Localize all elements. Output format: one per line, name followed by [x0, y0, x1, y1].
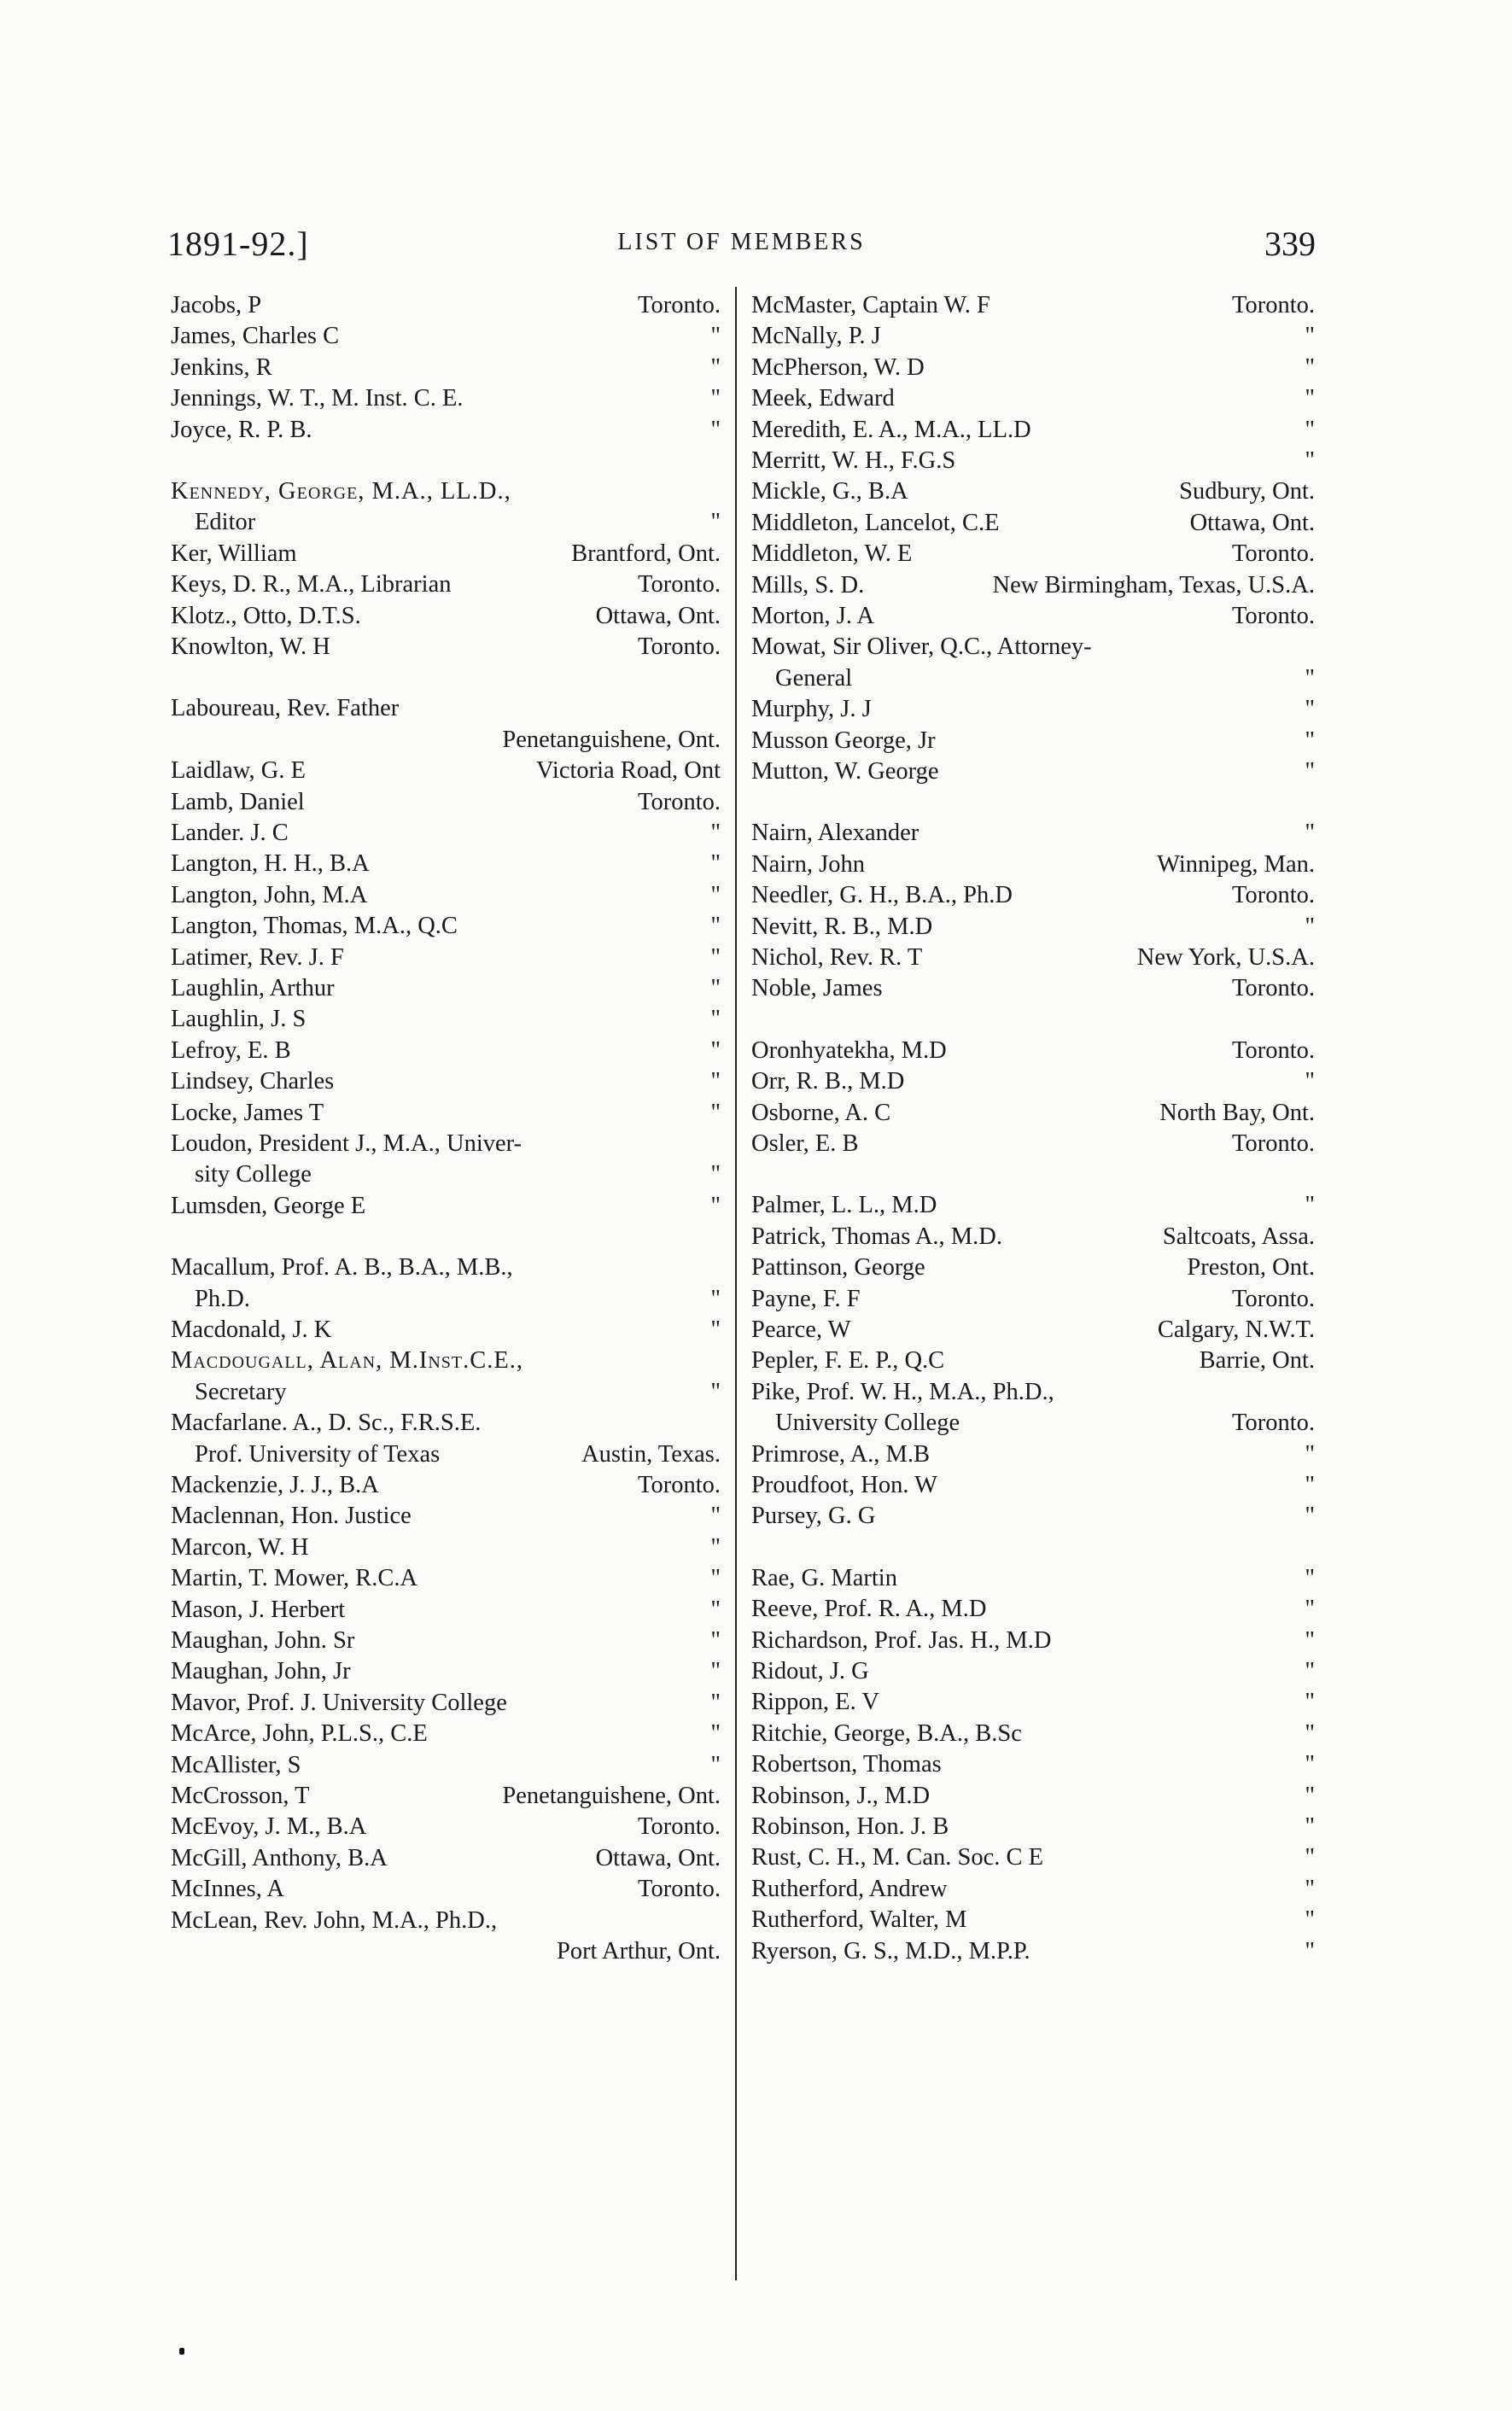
member-name: Patrick, Thomas A., M.D. — [751, 1223, 1002, 1250]
member-name: Pike, Prof. W. H., M.A., Ph.D., — [751, 1378, 1054, 1405]
member-entry — [171, 632, 721, 663]
member-location: " — [1305, 1689, 1315, 1716]
member-entry — [751, 1719, 1315, 1749]
member-entry — [171, 1346, 721, 1376]
member-name: Morton, J. A — [751, 603, 875, 629]
member-name: Knowlton, W. H — [171, 633, 330, 660]
member-entry — [171, 383, 721, 414]
member-name: McPherson, W. D — [751, 353, 925, 381]
member-location: " — [1305, 447, 1315, 474]
member-name: Macdonald, J. K — [171, 1316, 332, 1343]
member-entry — [171, 818, 721, 849]
member-location: " — [710, 1285, 721, 1312]
member-entry — [751, 1842, 1315, 1873]
member-name: Ryerson, G. S., M.D., M.P.P. — [751, 1937, 1030, 1964]
member-location: " — [1305, 1906, 1315, 1934]
member-entry — [171, 1501, 721, 1532]
member-entry — [751, 1936, 1315, 1967]
member-location: Toronto. — [1232, 540, 1315, 568]
member-location: " — [1305, 1719, 1315, 1747]
member-name: Keys, D. R., M.A., Librarian — [171, 571, 452, 598]
member-location: Ottawa, Ont. — [595, 1844, 721, 1871]
member-entry — [751, 1874, 1315, 1905]
member-location: " — [710, 1378, 721, 1405]
member-location: Sudbury, Ont. — [1179, 478, 1315, 505]
member-name: Laboureau, Rev. Father — [171, 695, 400, 722]
member-name: Mason, J. Herbert — [171, 1596, 346, 1623]
member-location: " — [1305, 1564, 1315, 1591]
member-location: " — [1305, 1626, 1315, 1654]
member-entry — [751, 1252, 1315, 1283]
member-name: Needler, G. H., B.A., Ph.D — [751, 882, 1013, 909]
member-entry — [171, 1688, 721, 1719]
member-location: " — [710, 1596, 721, 1623]
member-name: Rippon, E. V — [751, 1689, 879, 1716]
member-location: " — [710, 1503, 721, 1530]
member-location: " — [1305, 1751, 1315, 1778]
member-entry — [751, 570, 1315, 601]
member-name: Meek, Edward — [751, 385, 895, 412]
member-location: " — [710, 1533, 721, 1561]
member-location: Toronto. — [1232, 292, 1315, 318]
member-name: McMaster, Captain W. F — [751, 292, 990, 318]
member-name: Latimer, Rev. J. F — [171, 943, 344, 971]
member-entry — [751, 973, 1315, 1004]
member-name: Editor — [195, 509, 256, 536]
member-name: Ritchie, George, B.A., B.Sc — [751, 1719, 1022, 1747]
member-entry — [751, 1563, 1315, 1594]
member-location: " — [710, 1068, 721, 1095]
member-entry — [171, 693, 721, 724]
member-location: " — [1305, 1782, 1315, 1809]
member-name: Lander. J. C — [171, 820, 289, 846]
member-location: " — [710, 1036, 721, 1064]
member-name: Nairn, Alexander — [751, 820, 919, 847]
member-entry — [171, 787, 721, 818]
member-location: " — [1305, 1596, 1315, 1623]
member-name: Pursey, G. G — [751, 1503, 876, 1530]
member-location: " — [1305, 1192, 1315, 1219]
member-entry — [171, 1191, 721, 1222]
member-name: Mutton, W. George — [751, 758, 939, 785]
member-entry — [171, 539, 721, 569]
member-location: " — [1305, 1844, 1315, 1871]
member-entry — [751, 694, 1315, 725]
member-location: Brantford, Ont. — [571, 540, 721, 567]
member-location: " — [1305, 385, 1315, 412]
member-entry — [171, 1812, 721, 1842]
member-location: " — [710, 323, 721, 350]
member-name: Lamb, Daniel — [171, 788, 305, 815]
member-entry — [171, 1315, 721, 1346]
member-entry — [171, 1159, 721, 1190]
member-entry — [171, 569, 721, 600]
member-name: Robinson, Hon. J. B — [751, 1813, 949, 1840]
member-name: Orr, R. B., M.D — [751, 1068, 905, 1095]
member-entry — [171, 601, 721, 632]
member-entry — [751, 321, 1315, 352]
member-entry — [751, 1656, 1315, 1687]
member-entry — [171, 1036, 721, 1066]
header-years: 1891-92.] — [167, 225, 309, 263]
member-name: Mowat, Sir Oliver, Q.C., Attorney- — [751, 633, 1092, 661]
member-location: " — [710, 1627, 721, 1654]
member-location: " — [710, 943, 721, 971]
column-divider — [735, 287, 737, 2280]
member-name: Reeve, Prof. R. A., M.D — [751, 1596, 987, 1623]
member-name: Middleton, W. E — [751, 540, 913, 568]
member-name: Meredith, E. A., M.A., LL.D — [751, 416, 1031, 443]
member-entry — [751, 1470, 1315, 1501]
member-name: Pattinson, George — [751, 1254, 925, 1281]
member-entry — [171, 1563, 721, 1594]
member-entry — [171, 321, 721, 352]
member-name: Payne, F. F — [751, 1285, 861, 1312]
member-entry — [171, 1656, 721, 1687]
member-location: " — [710, 881, 721, 908]
member-entry — [751, 726, 1315, 756]
member-location: New Birmingham, Texas, U.S.A. — [992, 571, 1315, 598]
member-entry — [751, 290, 1315, 321]
member-name: Mackenzie, J. J., B.A — [171, 1472, 379, 1498]
member-entry — [751, 1377, 1315, 1408]
member-entry — [171, 1284, 721, 1315]
member-location: Winnipeg, Man. — [1157, 850, 1315, 878]
member-name: Nevitt, R. B., M.D — [751, 913, 933, 940]
member-entry — [171, 507, 721, 538]
member-entry — [171, 1252, 721, 1283]
member-name: Richardson, Prof. Jas. H., M.D — [751, 1626, 1052, 1654]
member-name: Musson George, Jr — [751, 727, 936, 754]
member-location: Toronto. — [638, 1472, 721, 1498]
member-name: McGill, Anthony, B.A — [171, 1844, 388, 1871]
member-name: Pepler, F. E. P., Q.C — [751, 1347, 945, 1375]
member-name: Langton, Thomas, M.A., Q.C — [171, 913, 458, 940]
member-entry — [751, 1346, 1315, 1376]
member-entry — [171, 290, 721, 321]
member-entry — [751, 880, 1315, 911]
member-location: " — [710, 913, 721, 940]
member-location: " — [1305, 1068, 1315, 1095]
member-entry — [171, 1750, 721, 1781]
member-entry — [751, 1626, 1315, 1656]
member-location: " — [1305, 1875, 1315, 1902]
member-location: " — [710, 416, 721, 443]
member-name: James, Charles C — [171, 323, 340, 350]
member-name: Nairn, John — [751, 850, 865, 878]
member-name: Robinson, J., M.D — [751, 1782, 931, 1809]
member-entry — [171, 1532, 721, 1563]
member-location: Toronto. — [638, 292, 721, 318]
member-name: McNally, P. J — [751, 323, 881, 350]
member-name: General — [775, 664, 853, 692]
member-entry — [751, 415, 1315, 446]
member-entry — [751, 1501, 1315, 1532]
member-entry — [751, 1190, 1315, 1221]
member-entry — [171, 1066, 721, 1097]
member-location: Port Arthur, Ont. — [556, 1938, 721, 1964]
member-name: Secretary — [195, 1378, 287, 1405]
member-name: Langton, John, M.A — [171, 881, 368, 908]
member-entry — [751, 849, 1315, 880]
member-location: Toronto. — [1232, 1130, 1315, 1157]
member-entry — [751, 1439, 1315, 1470]
member-entry — [751, 353, 1315, 383]
member-location: " — [1305, 664, 1315, 692]
member-location: " — [710, 1565, 721, 1592]
member-entry — [751, 1781, 1315, 1812]
member-entry — [171, 1129, 721, 1159]
member-name: Osborne, A. C — [751, 1099, 891, 1126]
member-location: " — [710, 1161, 721, 1188]
member-name: Ridout, J. G — [751, 1658, 869, 1684]
member-location: " — [1305, 416, 1315, 443]
member-entry — [171, 943, 721, 973]
member-entry — [751, 446, 1315, 476]
member-entry — [171, 353, 721, 383]
member-location: " — [710, 1099, 721, 1126]
member-name: sity College — [195, 1161, 312, 1188]
member-name: McLean, Rev. John, M.A., Ph.D., — [171, 1906, 498, 1934]
member-entry — [751, 1129, 1315, 1159]
member-entry — [751, 1315, 1315, 1346]
member-location: " — [710, 1751, 721, 1778]
member-entry — [171, 849, 721, 879]
member-entry — [171, 415, 721, 446]
member-entry — [751, 1408, 1315, 1439]
member-entry — [751, 756, 1315, 787]
member-entry — [751, 1749, 1315, 1780]
member-name: Jenkins, R — [171, 353, 272, 381]
member-location: Barrie, Ont. — [1199, 1347, 1315, 1375]
member-location: Toronto. — [638, 633, 721, 660]
member-location: Preston, Ont. — [1187, 1254, 1315, 1281]
member-location: " — [1305, 820, 1315, 847]
member-location: " — [710, 1316, 721, 1343]
member-name: Macdougall, Alan, M.Inst.C.E., — [171, 1347, 524, 1375]
member-name: Rae, G. Martin — [751, 1564, 897, 1591]
member-name: McEvoy, J. M., B.A — [171, 1813, 367, 1841]
member-entry — [171, 1377, 721, 1408]
member-name: McCrosson, T — [171, 1783, 310, 1809]
member-entry — [171, 911, 721, 942]
member-entry — [751, 1284, 1315, 1315]
member-location: Penetanguishene, Ont. — [502, 1783, 721, 1809]
member-entry — [751, 539, 1315, 569]
member-name: Maughan, John, Jr — [171, 1658, 351, 1685]
member-location: Victoria Road, Ont — [536, 757, 721, 785]
member-entry — [751, 818, 1315, 849]
member-location: " — [710, 1658, 721, 1685]
member-name: Nichol, Rev. R. T — [751, 944, 923, 971]
member-entry — [751, 1222, 1315, 1252]
member-name: Maclennan, Hon. Justice — [171, 1503, 412, 1530]
running-header — [167, 224, 1316, 266]
member-entry — [171, 880, 721, 911]
member-name: Ph.D. — [195, 1285, 250, 1312]
member-location: New York, U.S.A. — [1136, 944, 1315, 971]
member-location: " — [710, 353, 721, 381]
member-location: Saltcoats, Assa. — [1162, 1223, 1315, 1250]
member-name: Murphy, J. J — [751, 696, 872, 723]
member-location: Toronto. — [638, 1813, 721, 1841]
member-location: " — [710, 509, 721, 536]
member-name: Ker, William — [171, 540, 297, 567]
member-location: Ottawa, Ont. — [595, 602, 721, 629]
member-name: Macfarlane. A., D. Sc., F.R.S.E. — [171, 1410, 482, 1437]
member-name: Langton, H. H., B.A — [171, 850, 370, 878]
member-entry — [171, 476, 721, 507]
member-location: North Bay, Ont. — [1159, 1099, 1315, 1126]
member-entry — [171, 725, 721, 756]
member-name: Prof. University of Texas — [195, 1440, 441, 1468]
member-location: Calgary, N.W.T. — [1157, 1316, 1315, 1343]
member-name: Locke, James T — [171, 1099, 324, 1126]
member-name: McInnes, A — [171, 1876, 284, 1903]
member-entry — [751, 383, 1315, 414]
member-name: Palmer, L. L., M.D — [751, 1192, 937, 1219]
member-location: " — [710, 1720, 721, 1748]
member-name: Laidlaw, G. E — [171, 757, 306, 785]
member-entry — [171, 1874, 721, 1905]
member-name: Middleton, Lancelot, C.E — [751, 509, 1000, 536]
member-name: Robertson, Thomas — [751, 1751, 942, 1778]
member-entry — [751, 943, 1315, 973]
member-name: Noble, James — [751, 975, 883, 1002]
member-entry — [751, 912, 1315, 943]
member-location: Toronto. — [1232, 975, 1315, 1002]
member-name: Marcon, W. H — [171, 1533, 309, 1561]
member-entry — [171, 973, 721, 1004]
member-name: Lumsden, George E — [171, 1192, 366, 1219]
member-location: " — [710, 1689, 721, 1716]
member-entry — [171, 1470, 721, 1501]
member-name: Lindsey, Charles — [171, 1068, 335, 1095]
member-name: Jacobs, P — [171, 292, 262, 318]
member-entry — [171, 1906, 721, 1936]
member-location: Toronto. — [1232, 1285, 1315, 1312]
member-entry — [751, 508, 1315, 539]
member-name: Macallum, Prof. A. B., B.A., M.B., — [171, 1254, 513, 1281]
member-location: " — [1305, 353, 1315, 381]
member-name: Kennedy, George, M.A., LL.D., — [171, 478, 511, 505]
member-location: " — [1305, 1813, 1315, 1840]
member-location: " — [710, 850, 721, 878]
member-entry — [751, 1098, 1315, 1129]
member-name: Laughlin, Arthur — [171, 975, 335, 1001]
member-location: " — [710, 1192, 721, 1219]
member-name: Rutherford, Walter, M — [751, 1906, 967, 1934]
member-name: University College — [775, 1410, 960, 1437]
member-entry — [171, 1439, 721, 1470]
member-name: Proudfoot, Hon. W — [751, 1472, 937, 1498]
member-entry — [171, 1595, 721, 1626]
member-location: " — [1305, 1472, 1315, 1498]
member-entry — [171, 756, 721, 786]
member-location: " — [1305, 727, 1315, 754]
member-location: Austin, Texas. — [581, 1440, 721, 1468]
member-location: " — [1305, 1440, 1315, 1468]
member-entry — [171, 1936, 721, 1967]
member-name: Jennings, W. T., M. Inst. C. E. — [171, 385, 464, 412]
member-entry — [751, 1812, 1315, 1842]
member-location: Toronto. — [638, 1876, 721, 1903]
member-entry — [751, 1066, 1315, 1097]
member-entry — [751, 1905, 1315, 1935]
member-name: Klotz., Otto, D.T.S. — [171, 602, 361, 629]
member-name: Merritt, W. H., F.G.S — [751, 447, 956, 474]
member-entry — [171, 1719, 721, 1749]
member-entry — [171, 1626, 721, 1656]
member-location: Toronto. — [1232, 603, 1315, 629]
member-name: Mavor, Prof. J. University College — [171, 1689, 507, 1716]
member-entry — [171, 1843, 721, 1874]
member-location: Toronto. — [1232, 1410, 1315, 1437]
member-name: Rust, C. H., M. Can. Soc. C E — [751, 1844, 1044, 1871]
member-entry — [171, 1408, 721, 1439]
member-name: Mills, S. D. — [751, 571, 865, 598]
member-location: " — [1305, 696, 1315, 723]
member-name: Laughlin, J. S — [171, 1006, 306, 1033]
member-name: Joyce, R. P. B. — [171, 416, 312, 443]
member-location: " — [1305, 1937, 1315, 1964]
member-entry — [171, 1781, 721, 1812]
member-location: " — [1305, 913, 1315, 940]
header-title: LIST OF MEMBERS — [617, 229, 866, 255]
member-name: McArce, John, P.L.S., C.E — [171, 1720, 428, 1748]
member-location: Toronto. — [638, 571, 721, 598]
member-location: " — [710, 1006, 721, 1033]
member-entry — [751, 632, 1315, 663]
member-entry — [171, 1004, 721, 1035]
member-location: " — [1305, 1658, 1315, 1684]
member-name: Martin, T. Mower, R.C.A — [171, 1565, 418, 1592]
member-entry — [751, 1036, 1315, 1066]
member-entry — [751, 1687, 1315, 1718]
member-location: Ottawa, Ont. — [1189, 509, 1315, 536]
member-location: Penetanguishene, Ont. — [502, 726, 721, 753]
member-name: Pearce, W — [751, 1316, 851, 1343]
member-location: Toronto. — [638, 788, 721, 815]
member-name: Lefroy, E. B — [171, 1036, 291, 1064]
page-number: 339 — [1264, 225, 1316, 263]
member-location: " — [710, 385, 721, 412]
member-name: Loudon, President J., M.A., Univer- — [171, 1130, 522, 1157]
member-name: Mickle, G., B.A — [751, 478, 908, 505]
member-location: Toronto. — [1232, 882, 1315, 909]
member-entry — [751, 601, 1315, 632]
member-location: " — [710, 820, 721, 846]
member-entry — [751, 476, 1315, 507]
member-name: Osler, E. B — [751, 1130, 859, 1157]
member-name: Rutherford, Andrew — [751, 1875, 948, 1902]
member-name: Maughan, John. Sr — [171, 1627, 355, 1654]
member-location: Toronto. — [1232, 1036, 1315, 1064]
member-name: McAllister, S — [171, 1751, 301, 1778]
member-location: " — [1305, 323, 1315, 350]
member-entry — [751, 663, 1315, 694]
member-location: " — [1305, 1503, 1315, 1530]
member-entry — [171, 1098, 721, 1129]
member-name: Oronhyatekha, M.D — [751, 1036, 947, 1064]
member-entry — [751, 1594, 1315, 1625]
member-location: " — [710, 975, 721, 1001]
member-name: Primrose, A., M.B — [751, 1440, 931, 1468]
ink-speck — [179, 2348, 184, 2355]
member-location: " — [1305, 758, 1315, 785]
